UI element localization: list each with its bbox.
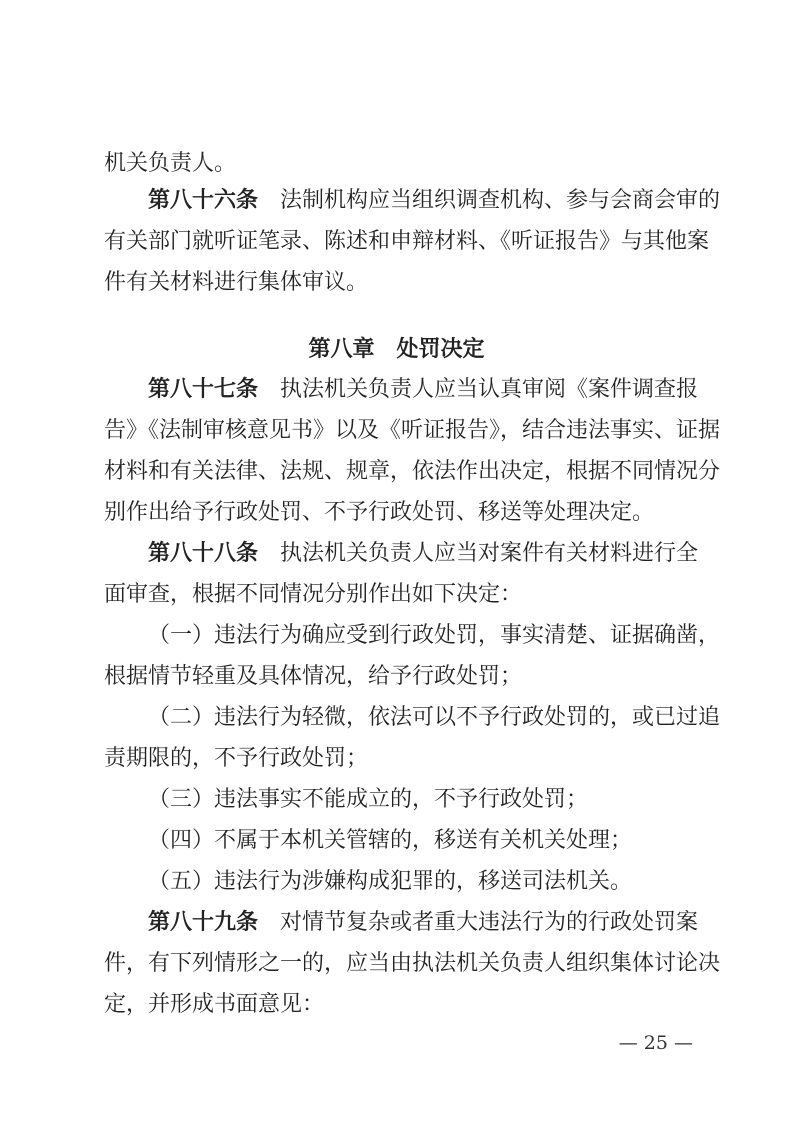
- article-87-label: 第八十七条: [148, 377, 259, 402]
- article-89-text: 对情节复杂或者重大违法行为的行政处罚案: [280, 910, 699, 935]
- article-88-item-5: （五）违法行为涉嫌构成犯罪的，移送司法机关。: [148, 869, 633, 894]
- article-87-line-2: 告》《法制审核意见书》以及《听证报告》，结合违法事实、证据: [104, 418, 721, 443]
- article-86-text: 法制机构应当组织调查机构、参与会商会审的: [280, 188, 721, 213]
- article-88-item-4: （四）不属于本机关管辖的，移送有关机关处理；: [148, 828, 633, 853]
- continuation-line: 机关负责人。: [104, 151, 237, 176]
- chapter-number: 第八章: [308, 337, 375, 362]
- article-89-line-3: 定，并形成书面意见：: [104, 992, 325, 1017]
- article-88-item-2-line-2: 责期限的，不予行政处罚；: [104, 746, 369, 771]
- article-88-line-2: 面审查，根据不同情况分别作出如下决定：: [104, 582, 523, 607]
- article-88-item-1-line-1: （一）违法行为确应受到行政处罚，事实清楚、证据确凿，: [148, 623, 721, 648]
- article-86-line-1: [148, 181, 721, 221]
- chapter-title: 处罚决定: [396, 337, 485, 362]
- article-88-item-1-line-2: 根据情节轻重及具体情况，给予行政处罚；: [104, 664, 523, 689]
- article-89-line-1: [148, 903, 699, 943]
- article-89-line-2: 件，有下列情形之一的，应当由执法机关负责人组织集体讨论决: [104, 951, 721, 976]
- article-88-label: 第八十八条: [148, 541, 259, 566]
- article-88-item-2-line-1: （二）违法行为轻微，依法可以不予行政处罚的，或已过追: [148, 705, 721, 730]
- article-87-line-4: 别作出给予行政处罚、不予行政处罚、移送等处理决定。: [104, 500, 655, 525]
- chapter-heading: [0, 330, 793, 370]
- article-88-text: 执法机关负责人应当对案件有关材料进行全: [280, 541, 699, 566]
- article-86-line-2: 有关部门就听证笔录、陈述和申辩材料、《听证报告》与其他案: [104, 229, 710, 254]
- article-88-line-1: [148, 534, 699, 574]
- article-89-label: 第八十九条: [148, 910, 259, 935]
- article-88-item-3: （三）违法事实不能成立的，不予行政处罚；: [148, 787, 589, 812]
- article-87-line-1: [148, 370, 699, 410]
- page-number: — 25 —: [618, 1032, 693, 1054]
- article-86-label: 第八十六条: [148, 188, 259, 213]
- article-87-text: 执法机关负责人应当认真审阅《案件调查报: [280, 377, 699, 402]
- article-87-line-3: 材料和有关法律、法规、规章，依法作出决定，根据不同情况分: [104, 459, 721, 484]
- article-86-line-3: 件有关材料进行集体审议。: [104, 270, 369, 295]
